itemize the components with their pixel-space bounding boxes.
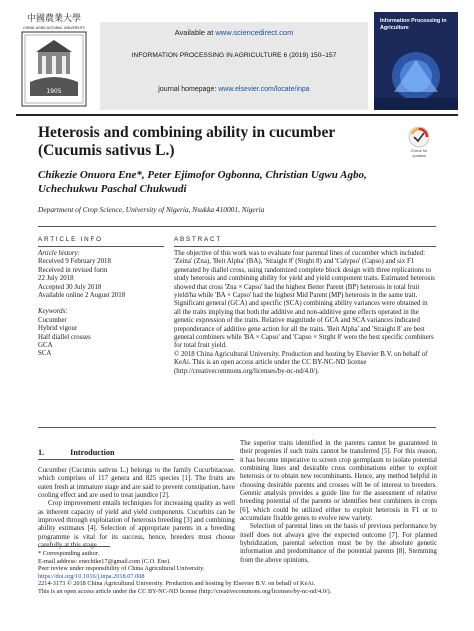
homepage-label: journal homepage:: [158, 86, 217, 93]
body-column-left: [38, 467, 235, 550]
article-info: [38, 250, 166, 359]
paragraph: Cucumber (Cucumis sativus L.) belongs to the family Cucurbitaceae, which comprises of 117 genera and 825 species [1]. The fruits are eaten fresh at immature stage and are said to prevent constipation, have cooling effect and are used to treat jaundice [2].: [38, 467, 235, 500]
issn-copyright: 2214-3173 © 2018 China Agricultural University. Production and hosting by Elsevier B.V. on behalf of KeAi.: [38, 580, 316, 588]
journal-homepage: [100, 86, 368, 93]
abstract-body: [174, 250, 436, 376]
available-label: Available at: [174, 28, 214, 37]
university-logo: [16, 12, 92, 110]
affiliation: Department of Crop Science, University of Nigeria, Nsukka 410001, Nigeria: [38, 205, 265, 214]
article-info-divider: [38, 246, 164, 247]
keywords-label: Keywords:: [38, 308, 68, 316]
header-divider: [16, 114, 458, 116]
footnotes: [38, 550, 438, 596]
article-title: [38, 124, 388, 160]
abstract-bottom-divider: [38, 427, 436, 428]
title-line-2: (Cucumis sativus L.): [38, 142, 175, 159]
journal-info-band: [100, 22, 368, 110]
abstract-divider: [174, 246, 436, 247]
body-column-right: [240, 440, 437, 565]
history-item: Accepted 30 July 2018: [38, 283, 102, 291]
available-at: [100, 28, 368, 37]
abstract-text: The objective of this work was to evaluate four parental lines of cucumber which included: 'Zeina' (Zna), 'Beit Alpha' (BA), 'Straight 8' (Strght 8) and 'Calypso' (Capso) and six F1 generated by diallel cross, using randomized complete block design with three replications to study heterosis and combining ability for yield and yield component traits. Estimated heterosis showed that cross 'Zna × Capso' had the highest Better Parent (BP) heterosis in total fruit yield/ha while 'BA × Capso' had the highest Mid Parent (MP) heterosis in the same trait. Significant general (GCA) and specific (SCA) combining ability variances were obtained in all the traits implying that both the additive and non-additive gene effects operated in the genetic expression of the traits. Relative magnitude of GCA and SCA variances indicated preponderance of additive gene action for all the traits. 'Beit Alpha' and 'Straight 8' are best general combiners while 'BA × Capso' and 'Capso × Strght 8' were the best specific combiners for total fruit yield.: [174, 250, 435, 350]
authors-line-1: Chikezie Onuora Ene*, Peter Ejimofor Ogbonna, Christian Ugwu Agbo,: [38, 169, 367, 181]
cover-graphic-icon: [374, 42, 458, 110]
paragraph: Crop improvement entails techniques for increasing quality as well as inherent capacity of yield and yield components. Cucurbits can be improved through exploitation of heterosis breeding [3] and combining ability estimates [4]. Selection of appropriate parents in a breeding programme is vital for its success, hence, breeders must choose: [38, 500, 235, 541]
journal-citation: INFORMATION PROCESSING IN AGRICULTURE 6 (2019) 150–157: [131, 52, 337, 59]
keyword: Cucumber: [38, 316, 67, 324]
check-badge-line-1: Check for: [410, 149, 428, 153]
footnote-divider: [38, 546, 110, 547]
journal-masthead: [16, 12, 458, 112]
keyword: GCA: [38, 342, 53, 350]
cover-title: Information Processing in Agriculture: [380, 18, 447, 31]
email-address: E-mail address: enechike17@gmail.com (C.O. Ene).: [38, 557, 171, 565]
svg-text:中國農業大學: 中國農業大學: [26, 14, 82, 24]
corresponding-author-note: * Corresponding author.: [38, 550, 100, 557]
keyword: SCA: [38, 350, 52, 358]
title-line-1: Heterosis and combining ability in cucumber: [38, 124, 336, 141]
history-item: Received 9 February 2018: [38, 258, 111, 266]
keyword: Half diallel crosses: [38, 333, 91, 341]
svg-text:CHINA AGRICULTURAL UNIVERSITY: CHINA AGRICULTURAL UNIVERSITY: [22, 26, 86, 30]
paragraph: The superior traits identified in the parents cannot be guaranteed in their progenies if such traits cannot be transferred [5]. For this reason, it has become imperative to screen crop germplasm to isolate potential combining lines and desirable cross combinations either to exploit heterosis or to obtain new recombinants. Hence, any method helpful in choosing desirable parents and crosses will be of interest to breeders. Genetic analysis provides a guide line for the assessment of relative breeding potential of the parents or identifies best combiners in crops [6], which could be utilized either to exploit heterosis in F1 or to accumulate fixable genes to evolve new variety.: [240, 440, 437, 523]
section-title: Introduction: [70, 448, 115, 457]
sciencedirect-link[interactable]: www.sciencedirect.com: [215, 28, 294, 37]
svg-text:1905: 1905: [46, 88, 62, 95]
abstract-heading: ABSTRACT: [174, 236, 222, 243]
section-heading-introduction: [38, 448, 141, 457]
check-updates-icon: [408, 126, 430, 148]
doi-link[interactable]: https://doi.org/10.1016/j.inpa.2018.07.008: [38, 572, 145, 580]
title-divider: [38, 226, 436, 227]
homepage-link[interactable]: www.elsevier.com/locate/inpa: [218, 86, 310, 93]
history-item: Available online 2 August 2018: [38, 292, 126, 300]
check-badge-line-2: updates: [412, 153, 426, 158]
paragraph: Selection of parental lines on the basis of previous performance by itself does not always give the expected outcome [7]. For planned hybridization, parental selection must be by the absolute genetic information and predominance of the potential parents [8]. Stemming from the above opinions,: [240, 523, 437, 564]
section-number: 1.: [38, 448, 45, 457]
history-label: Article history:: [38, 250, 80, 257]
history-item: 22 July 2018: [38, 275, 74, 283]
journal-cover: [374, 12, 458, 110]
keyword: Hybrid vigour: [38, 325, 78, 333]
abstract-copyright: © 2018 China Agricultural University. Production and hosting by Elsevier B.V. on behalf of KeAi. This is an open access article under the CC BY-NC-ND license (http://creativecommons.org/licenses/by-nc-nd/4.0/).: [174, 350, 428, 375]
article-info-heading: ARTICLE INFO: [38, 236, 103, 243]
license-note: This is an open access article under the CC BY-NC-ND license (http://creativecommons.org/licenses/by-nc-nd/4.0/).: [38, 587, 332, 595]
section-divider: [38, 459, 234, 460]
check-for-updates-button[interactable]: [402, 126, 436, 162]
author-list: [38, 168, 438, 196]
authors-line-2: Uchechukwu Paschal Chukwudi: [38, 183, 187, 195]
peer-review-note: Peer review under responsibility of China Agricultural University.: [38, 565, 205, 573]
university-seal-icon: [16, 12, 92, 110]
history-item: Received in revised form: [38, 266, 108, 274]
